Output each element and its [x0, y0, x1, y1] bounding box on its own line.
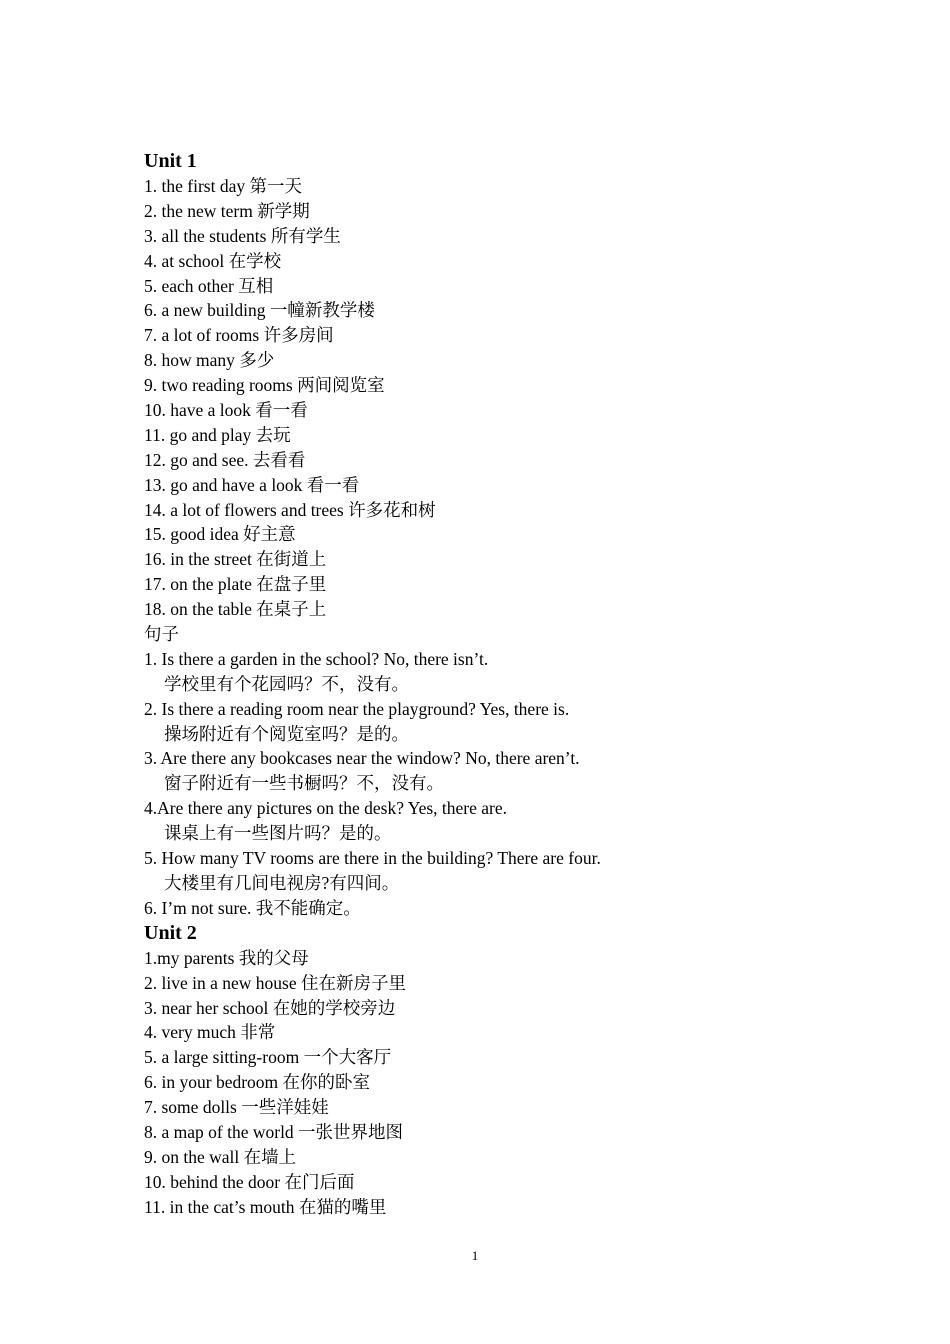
phrase-item: 10. have a look 看一看: [144, 400, 308, 421]
unit1-phrase-list: [144, 174, 824, 622]
phrase-item: 1.my parents 我的父母: [144, 947, 309, 968]
unit1-sentence-list: [144, 647, 824, 921]
phrase-item: 11. go and play 去玩: [144, 424, 291, 445]
phrase-item: 9. two reading rooms 两间阅览室: [144, 375, 385, 396]
phrase-item: 7. some dolls 一些洋娃娃: [144, 1097, 329, 1118]
phrase-item: 4. very much 非常: [144, 1022, 276, 1043]
phrase-item: 6. in your bedroom 在你的卧室: [144, 1072, 371, 1093]
phrase-item: 14. a lot of flowers and trees 许多花和树: [144, 499, 436, 520]
phrase-item: 17. on the plate 在盘子里: [144, 574, 327, 595]
sentence-english: 1. Is there a garden in the school? No, there isn’t.: [144, 648, 489, 669]
phrase-item: 11. in the cat’s mouth 在猫的嘴里: [144, 1196, 387, 1217]
phrase-item: 2. the new term 新学期: [144, 200, 310, 221]
sentence-english: 3. Are there any bookcases near the window? No, there aren’t.: [144, 748, 580, 769]
phrase-item: 16. in the street 在街道上: [144, 549, 327, 570]
phrase-item: 3. near her school 在她的学校旁边: [144, 997, 396, 1018]
phrase-item: 13. go and have a look 看一看: [144, 474, 360, 495]
sentence-chinese: 学校里有个花园吗？不，没有。: [164, 673, 409, 694]
page-number: 1: [471, 1248, 479, 1263]
unit1-heading: Unit 1: [144, 150, 197, 172]
sentence-english: 4.Are there any pictures on the desk? Yes, there are.: [144, 798, 507, 819]
sentence-chinese: 窗子附近有一些书橱吗？不，没有。: [164, 773, 444, 794]
sentence-english: 5. How many TV rooms are there in the building? There are four.: [144, 848, 601, 869]
phrase-item: 8. a map of the world 一张世界地图: [144, 1121, 404, 1142]
phrase-item: 3. all the students 所有学生: [144, 225, 341, 246]
phrase-item: 7. a lot of rooms 许多房间: [144, 325, 334, 346]
sentence-english: 2. Is there a reading room near the playground? Yes, there is.: [144, 698, 570, 719]
sentence-item: 6. I’m not sure. 我不能确定。: [144, 897, 361, 918]
phrase-item: 6. a new building 一幢新教学楼: [144, 300, 375, 321]
sentences-heading: 句子: [144, 624, 179, 645]
sentence-chinese: 大楼里有几间电视房?有四间。: [164, 872, 400, 893]
unit2-heading: Unit 2: [144, 921, 197, 944]
phrase-item: 18. on the table 在桌子上: [144, 599, 327, 620]
phrase-item: 9. on the wall 在墙上: [144, 1146, 297, 1167]
phrase-item: 4. at school 在学校: [144, 250, 282, 271]
sentence-chinese: 操场附近有个阅览室吗？是的。: [164, 723, 409, 744]
phrase-item: 12. go and see. 去看看: [144, 449, 306, 470]
phrase-item: 5. each other 互相: [144, 275, 274, 296]
phrase-item: 15. good idea 好主意: [144, 524, 296, 545]
page-content: [144, 149, 824, 1220]
phrase-item: 5. a large sitting-room 一个大客厅: [144, 1047, 392, 1068]
phrase-item: 10. behind the door 在门后面: [144, 1171, 355, 1192]
unit2-phrase-list: [144, 946, 824, 1220]
phrase-item: 2. live in a new house 住在新房子里: [144, 972, 406, 993]
phrase-item: 1. the first day 第一天: [144, 176, 302, 196]
phrase-item: 8. how many 多少: [144, 350, 275, 371]
sentence-chinese: 课桌上有一些图片吗？是的。: [164, 823, 392, 844]
